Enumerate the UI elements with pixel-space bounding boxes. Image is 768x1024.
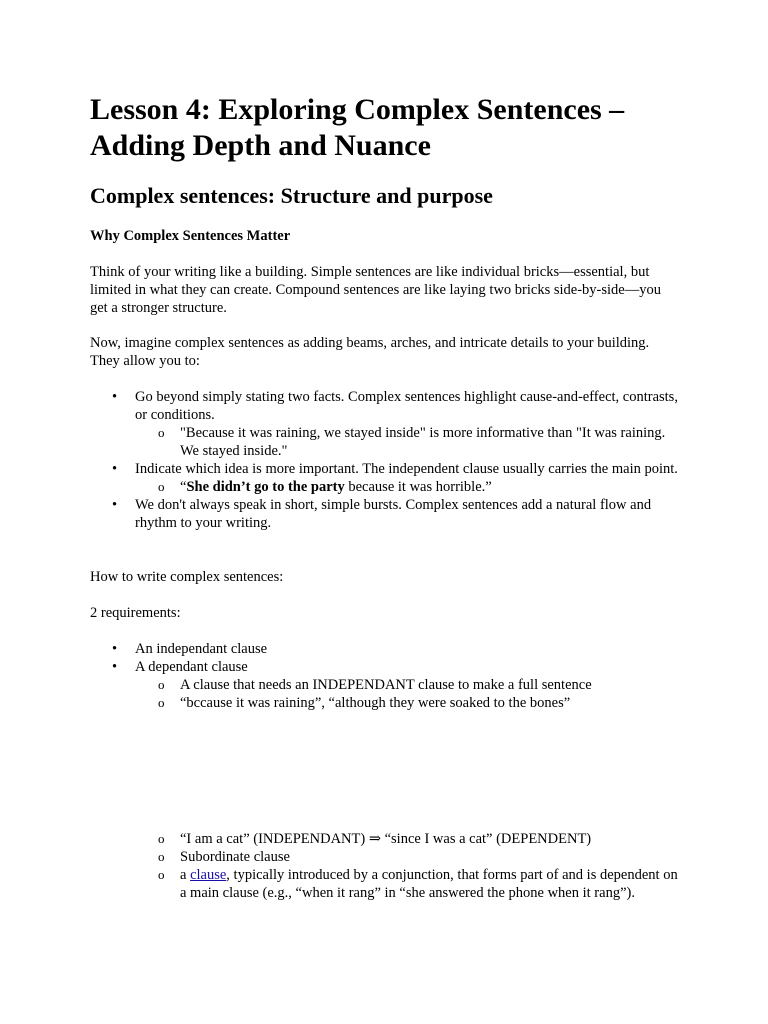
beams-paragraph: Now, imagine complex sentences as adding beams, arches, and intricate details to your building. They allow you to: (90, 335, 650, 369)
list-item (135, 694, 680, 712)
how-to-heading: How to write complex sentences: (90, 569, 284, 585)
reason-text: We don't always speak in short, simple bursts. Complex sentences add a natural flow and rhythm to your writing. (135, 497, 652, 531)
reason-text: Go beyond simply stating two facts. Complex sentences highlight cause-and-effect, contrasts, or conditions. (135, 389, 678, 423)
bullet-icon: • (112, 461, 118, 477)
example-text: Subordinate clause (180, 849, 290, 865)
reasons-list (90, 388, 680, 532)
list-item (135, 424, 680, 460)
bullet-icon: • (112, 659, 118, 675)
detail-text: “bccause it was raining”, “although they were soaked to the bones” (180, 695, 571, 711)
reason-examples (135, 424, 680, 460)
intro-paragraph: Think of your writing like a building. Simple sentences are like individual bricks—essential, but limited in what they can create. Compound sentences are like laying two bricks side-by-side—you get a stronger structure. (90, 264, 661, 316)
section-subtitle: Complex sentences: Structure and purpose (90, 183, 493, 208)
sub-bullet-icon: o (158, 425, 165, 440)
example-text: because it was horrible.” (344, 479, 492, 495)
example-text: "Because it was raining, we stayed inside" is more informative than "It was raining. We stayed inside." (180, 425, 666, 459)
list-item (90, 640, 680, 658)
list-item (135, 866, 680, 902)
lesson-title: Lesson 4: Exploring Complex Sentences – Adding Depth and Nuance (90, 93, 625, 162)
requirement-text: An independant clause (135, 641, 268, 657)
sub-bullet-icon: o (158, 867, 165, 882)
bullet-icon: • (112, 389, 118, 405)
list-item (90, 460, 680, 496)
requirements-list (90, 640, 680, 712)
reason-text: Indicate which idea is more important. The independent clause usually carries the main point. (135, 461, 678, 477)
list-item (135, 478, 680, 496)
definition-text: , typically introduced by a conjunction, that forms part of and is dependent on a main clause (e.g., “when it rang” in “she answered the phone when it rang”). (180, 867, 678, 901)
list-item (90, 496, 680, 532)
sub-bullet-icon: o (158, 849, 165, 864)
more-examples-list (135, 830, 680, 902)
sub-bullet-icon: o (158, 677, 165, 692)
sub-bullet-icon: o (158, 479, 165, 494)
sub-bullet-icon: o (158, 695, 165, 710)
definition-prefix: a (180, 867, 191, 883)
list-item (135, 676, 680, 694)
sub-bullet-icon: o (158, 831, 165, 846)
list-item (135, 830, 680, 848)
bullet-icon: • (112, 641, 118, 657)
dependant-details-list (135, 676, 680, 712)
list-item (90, 388, 680, 460)
list-item (90, 658, 680, 712)
bullet-icon: • (112, 497, 118, 513)
example-emphasis: She didn’t go to the party (186, 479, 345, 495)
example-text: “I am a cat” (INDEPENDANT) ⇒ “since I was a cat” (DEPENDENT) (180, 831, 592, 847)
clause-link[interactable]: clause (190, 867, 227, 883)
reason-examples (135, 478, 680, 496)
requirement-text: A dependant clause (135, 659, 248, 675)
example-open-quote: “ (180, 479, 187, 495)
why-heading: Why Complex Sentences Matter (90, 228, 291, 244)
requirements-heading: 2 requirements: (90, 605, 181, 621)
list-item (135, 848, 680, 866)
detail-text: A clause that needs an INDEPENDANT clause to make a full sentence (180, 677, 592, 693)
